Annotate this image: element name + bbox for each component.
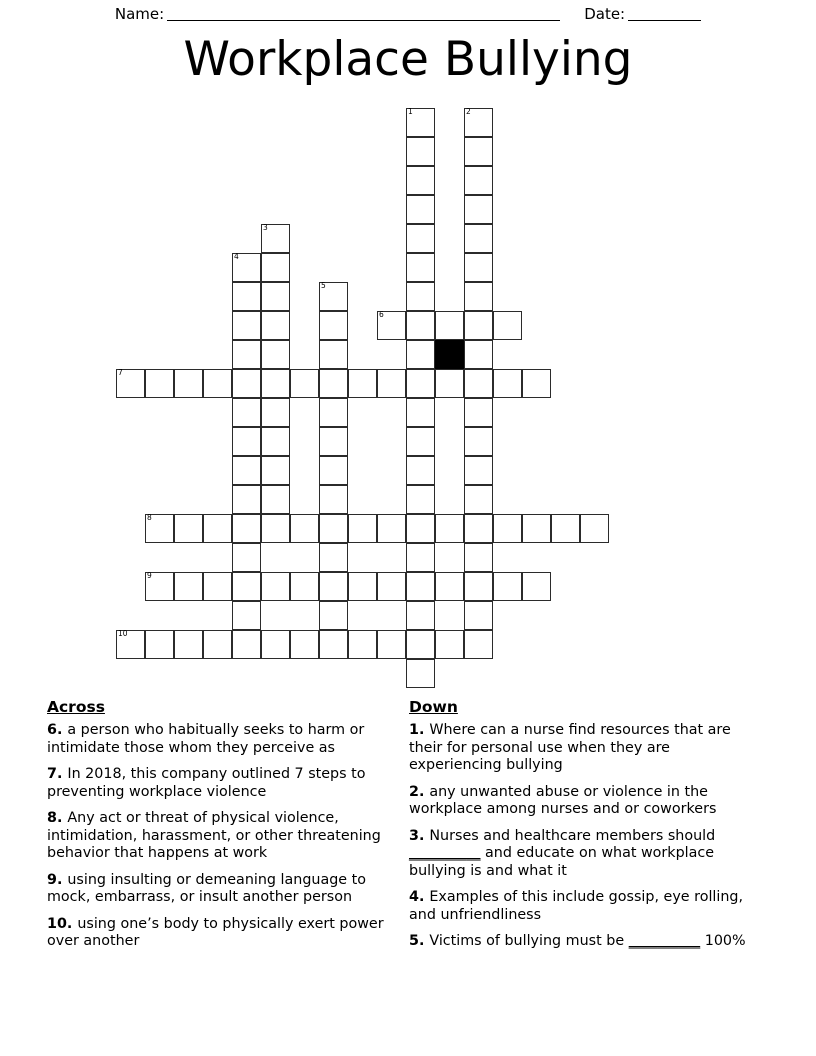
grid-cell[interactable]: [261, 427, 290, 456]
grid-cell[interactable]: [406, 108, 435, 137]
grid-cell[interactable]: [319, 485, 348, 514]
grid-cell-number: 7: [118, 368, 123, 377]
grid-cell[interactable]: [116, 369, 145, 398]
grid-cell[interactable]: [406, 543, 435, 572]
grid-cell[interactable]: [261, 311, 290, 340]
clue-number: 8.: [47, 810, 68, 826]
page-title: Workplace Bullying: [183, 32, 633, 87]
grid-cell[interactable]: [290, 572, 319, 601]
date-write-line[interactable]: [628, 7, 701, 21]
grid-cell[interactable]: [464, 137, 493, 166]
grid-cell-number: 2: [466, 107, 471, 116]
down-clue-column: [409, 699, 761, 960]
clue-text: 100%: [700, 933, 746, 949]
grid-cell[interactable]: [261, 369, 290, 398]
grid-cell[interactable]: [232, 340, 261, 369]
grid-cell[interactable]: [232, 456, 261, 485]
grid-cell-number: 6: [379, 310, 384, 319]
grid-cell[interactable]: [464, 398, 493, 427]
clue-number: 6.: [47, 722, 68, 738]
grid-cell[interactable]: [464, 108, 493, 137]
grid-cell[interactable]: [435, 514, 464, 543]
across-clue-10: [47, 916, 399, 951]
grid-cell[interactable]: [319, 340, 348, 369]
grid-cell[interactable]: [232, 282, 261, 311]
grid-cell[interactable]: [435, 311, 464, 340]
clue-blank[interactable]: __________: [628, 933, 701, 949]
grid-cell[interactable]: [406, 572, 435, 601]
clue-text: Victims of bullying must be: [429, 933, 629, 949]
across-clue-7: [47, 766, 399, 801]
grid-cell[interactable]: [174, 572, 203, 601]
grid-cell[interactable]: [464, 630, 493, 659]
grid-cell[interactable]: [464, 166, 493, 195]
grid-cell[interactable]: [406, 630, 435, 659]
grid-cell-number: 8: [147, 513, 152, 522]
grid-cell[interactable]: [232, 398, 261, 427]
name-write-line[interactable]: [167, 7, 560, 21]
clue-text: In 2018, this company outlined 7 steps to preventing workplace violence: [47, 766, 366, 800]
across-clue-list: [47, 722, 399, 951]
across-clue-9: [47, 872, 399, 907]
grid-cell[interactable]: [145, 630, 174, 659]
grid-cell[interactable]: [377, 369, 406, 398]
worksheet-header: [0, 0, 816, 28]
grid-cell[interactable]: [319, 311, 348, 340]
grid-cell[interactable]: [464, 514, 493, 543]
grid-cell[interactable]: [145, 572, 174, 601]
date-label: Date:: [584, 5, 626, 23]
across-clue-6: [47, 722, 399, 757]
clue-text: using insulting or demeaning language to mock, embarrass, or insult another person: [47, 871, 366, 905]
grid-cell[interactable]: [261, 398, 290, 427]
grid-cell[interactable]: [464, 369, 493, 398]
down-clue-5: [409, 933, 761, 951]
grid-cell[interactable]: [261, 282, 290, 311]
clue-number: 5.: [409, 933, 430, 949]
grid-cell[interactable]: [406, 427, 435, 456]
grid-cell[interactable]: [290, 369, 319, 398]
grid-cell[interactable]: [464, 282, 493, 311]
grid-cell[interactable]: [348, 572, 377, 601]
clue-text: using one’s body to physically exert power over another: [47, 915, 384, 949]
grid-cell[interactable]: [406, 253, 435, 282]
grid-cell[interactable]: [406, 369, 435, 398]
grid-cell-number: 9: [147, 571, 152, 580]
grid-cell[interactable]: [232, 601, 261, 630]
grid-cell[interactable]: [145, 514, 174, 543]
grid-cell[interactable]: [232, 369, 261, 398]
grid-cell[interactable]: [493, 514, 522, 543]
clue-number: 3.: [409, 827, 430, 844]
down-heading: Down: [409, 698, 458, 716]
grid-cell[interactable]: [493, 572, 522, 601]
grid-cell[interactable]: [464, 485, 493, 514]
grid-cell[interactable]: [232, 311, 261, 340]
grid-cell[interactable]: [493, 369, 522, 398]
grid-cell[interactable]: [406, 340, 435, 369]
grid-cell[interactable]: [319, 282, 348, 311]
grid-cell[interactable]: [261, 456, 290, 485]
clue-blank[interactable]: __________: [409, 845, 481, 861]
grid-cell[interactable]: [406, 282, 435, 311]
grid-cell[interactable]: [232, 514, 261, 543]
grid-cell[interactable]: [232, 427, 261, 456]
down-clue-2: [409, 784, 761, 819]
grid-cell-number: 1: [408, 107, 413, 116]
grid-cell[interactable]: [319, 514, 348, 543]
grid-cell[interactable]: [232, 572, 261, 601]
grid-cell[interactable]: [261, 630, 290, 659]
grid-cell[interactable]: [290, 630, 319, 659]
clue-text: a person who habitually seeks to harm or intimidate those whom they perceive as: [47, 722, 365, 756]
grid-cell[interactable]: [580, 514, 609, 543]
grid-cell[interactable]: [464, 340, 493, 369]
grid-cell[interactable]: [319, 369, 348, 398]
grid-cell[interactable]: [464, 311, 493, 340]
clue-text: Examples of this include gossip, eye rolling, and unfriendliness: [409, 889, 744, 923]
grid-cell[interactable]: [464, 572, 493, 601]
grid-cell[interactable]: [464, 456, 493, 485]
grid-cell[interactable]: [464, 195, 493, 224]
grid-cell[interactable]: [174, 514, 203, 543]
grid-cell[interactable]: [145, 369, 174, 398]
grid-cell[interactable]: [348, 630, 377, 659]
grid-cell[interactable]: [319, 572, 348, 601]
grid-cell[interactable]: [203, 630, 232, 659]
grid-cell[interactable]: [203, 514, 232, 543]
grid-cell[interactable]: [232, 485, 261, 514]
grid-cell[interactable]: [174, 630, 203, 659]
grid-cell[interactable]: [319, 630, 348, 659]
grid-cell[interactable]: [377, 630, 406, 659]
clue-number: 9.: [47, 871, 68, 888]
grid-cell[interactable]: [464, 253, 493, 282]
grid-cell-number: 10: [118, 629, 128, 638]
grid-cell[interactable]: [551, 514, 580, 543]
down-clue-4: [409, 889, 761, 924]
grid-cell[interactable]: [232, 253, 261, 282]
grid-cell[interactable]: [406, 398, 435, 427]
clue-number: 7.: [47, 766, 68, 782]
grid-cell[interactable]: [319, 398, 348, 427]
grid-cell[interactable]: [464, 224, 493, 253]
grid-cell[interactable]: [435, 369, 464, 398]
grid-cell[interactable]: [435, 630, 464, 659]
grid-cell[interactable]: [203, 369, 232, 398]
grid-cell[interactable]: [522, 514, 551, 543]
grid-cell[interactable]: [377, 572, 406, 601]
grid-cell[interactable]: [319, 543, 348, 572]
clue-number: 10.: [47, 915, 78, 932]
grid-cell[interactable]: [464, 427, 493, 456]
grid-cell[interactable]: [319, 427, 348, 456]
clues-section: [0, 699, 816, 989]
grid-cell[interactable]: [406, 456, 435, 485]
clue-text: and educate on what workplace bullying is and what it: [409, 845, 715, 879]
grid-cell[interactable]: [203, 572, 232, 601]
grid-cell[interactable]: [464, 543, 493, 572]
across-clue-8: [47, 810, 399, 863]
grid-cell-number: 3: [263, 223, 268, 232]
grid-cell[interactable]: [290, 514, 319, 543]
clue-text: any unwanted abuse or violence in the workplace among nurses and or coworkers: [409, 783, 717, 817]
grid-cell[interactable]: [406, 195, 435, 224]
grid-cell[interactable]: [261, 340, 290, 369]
grid-cell[interactable]: [319, 601, 348, 630]
clue-number: 4.: [409, 889, 430, 905]
grid-cell[interactable]: [348, 514, 377, 543]
clue-text: Nurses and healthcare members should: [429, 827, 716, 844]
grid-cell[interactable]: [493, 311, 522, 340]
across-clue-column: [47, 699, 399, 960]
grid-cell[interactable]: [377, 514, 406, 543]
grid-cell[interactable]: [319, 456, 348, 485]
grid-cell[interactable]: [435, 572, 464, 601]
clue-number: 2.: [409, 783, 430, 800]
grid-cell[interactable]: [116, 630, 145, 659]
grid-cell[interactable]: [261, 514, 290, 543]
across-heading: Across: [47, 698, 105, 716]
down-clue-3: [409, 828, 761, 881]
name-label: Name:: [114, 5, 165, 23]
grid-cell[interactable]: [522, 369, 551, 398]
grid-cell[interactable]: [261, 572, 290, 601]
grid-cell[interactable]: [348, 369, 377, 398]
clue-number: 1.: [409, 722, 430, 738]
grid-cell[interactable]: [406, 601, 435, 630]
grid-cell[interactable]: [232, 543, 261, 572]
grid-cell[interactable]: [406, 485, 435, 514]
clue-text: Where can a nurse find resources that are their for personal use when they are experiencing bullying: [409, 722, 731, 773]
grid-cell[interactable]: [261, 224, 290, 253]
grid-cell[interactable]: [261, 253, 290, 282]
grid-cell[interactable]: [406, 137, 435, 166]
grid-cell[interactable]: [406, 514, 435, 543]
grid-cell[interactable]: [406, 311, 435, 340]
grid-cell-number: 5: [321, 281, 326, 290]
grid-cell[interactable]: [406, 659, 435, 688]
grid-cell[interactable]: [464, 601, 493, 630]
down-clue-1: [409, 722, 761, 775]
grid-cell-number: 4: [234, 252, 239, 261]
grid-cell[interactable]: [261, 485, 290, 514]
grid-cell[interactable]: [406, 224, 435, 253]
down-clue-list: [409, 722, 761, 951]
crossword-grid: [116, 108, 576, 708]
grid-cell[interactable]: [406, 166, 435, 195]
grid-cell[interactable]: [377, 311, 406, 340]
grid-cell[interactable]: [174, 369, 203, 398]
grid-cell[interactable]: [232, 630, 261, 659]
grid-cell[interactable]: [522, 572, 551, 601]
grid-cell-blocked: [435, 340, 464, 369]
clue-text: Any act or threat of physical violence, intimidation, harassment, or other threatening behavior that happens at work: [47, 810, 381, 861]
